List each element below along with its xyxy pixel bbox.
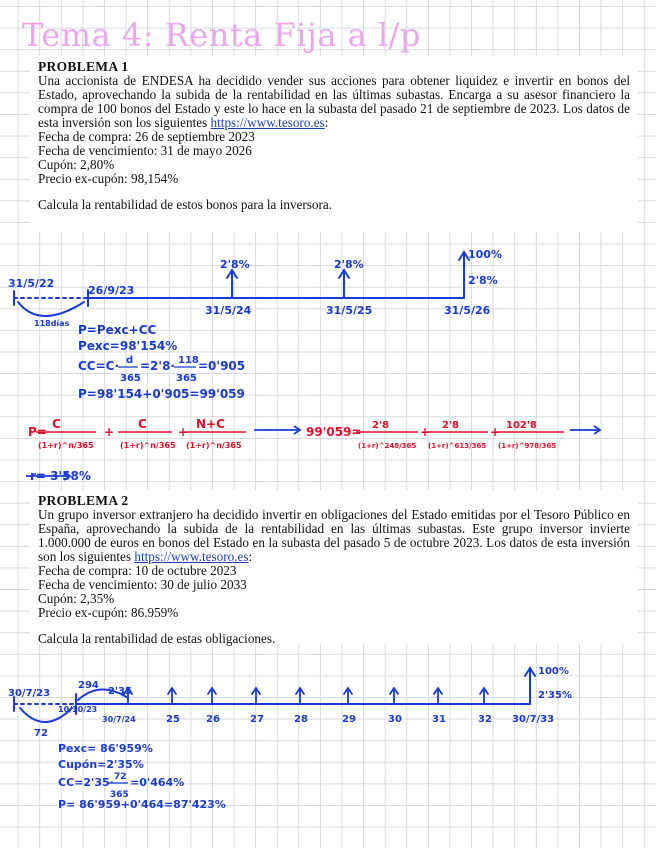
- purchase-date: Fecha de compra: 10 de octubre 2023: [38, 563, 237, 578]
- problem-1-statement: Una accionista de ENDESA ha decidido vender sus acciones para obtener liquidez e invertir en bonos del Estado, aprovechando la subida de la rentabilidad en las últimas subastas. Encarga a su asesor financiero la compra de 100 bonos del Estado y este lo hace en la subasta del pasado 21 de septiembre de 2023. Los datos de esta inversión son los siguientes https://www.tesoro.es:: [38, 73, 630, 130]
- svg-text:365: 365: [110, 790, 129, 800]
- date-buy: 10/10/23: [58, 705, 98, 714]
- coupon-label-3: 2'8%: [468, 274, 498, 287]
- principal-label: 100%: [468, 248, 502, 261]
- days-label: 118días: [34, 319, 70, 328]
- svg-text:102'8: 102'8: [506, 420, 537, 431]
- payment-date-3: 31/5/26: [444, 304, 491, 317]
- svg-text:+: +: [420, 425, 431, 439]
- year-9: 32: [478, 714, 492, 725]
- svg-text:C: C: [52, 417, 61, 431]
- date-start: 31/5/22: [8, 277, 55, 290]
- svg-text:CC=2'35·: CC=2'35·: [58, 776, 114, 789]
- svg-text:2'8: 2'8: [372, 420, 389, 431]
- svg-text:(1+r)^978/365: (1+r)^978/365: [498, 442, 557, 450]
- p-sum: P=98'154+0'905=99'059: [78, 387, 245, 401]
- year-7: 30: [388, 714, 402, 725]
- ex-coupon-price: Precio ex-cupón: 98,154%: [38, 171, 179, 186]
- cc-formula: [58, 772, 184, 800]
- svg-text:N+C: N+C: [196, 417, 225, 431]
- year-10: 30/7/33: [512, 714, 555, 725]
- year-1: 30/7/24: [102, 715, 136, 724]
- year-8: 31: [432, 714, 446, 725]
- maturity-date: Fecha de vencimiento: 31 de mayo 2026: [38, 143, 252, 158]
- purchase-date: Fecha de compra: 26 de septiembre 2023: [38, 129, 255, 144]
- ex-coupon-price: Precio ex-cupón: 86.959%: [38, 605, 179, 620]
- formula-p: P=Pexc+CC: [78, 323, 157, 337]
- result-r: r= 3'58%: [30, 469, 91, 483]
- pexc-value: Pexc= 86'959%: [58, 742, 153, 755]
- svg-text:(1+r)^613/365: (1+r)^613/365: [428, 442, 487, 450]
- year-2: 25: [166, 714, 180, 725]
- coupon-rate: Cupón: 2,80%: [38, 157, 115, 172]
- year-5: 28: [294, 714, 308, 725]
- p-sum: P= 86'959+0'464=87'423%: [58, 798, 226, 811]
- svg-text:P=: P=: [28, 425, 47, 439]
- coupon-label-1: 2'8%: [220, 258, 250, 271]
- payment-date-2: 31/5/25: [326, 304, 373, 317]
- maturity-date: Fecha de vencimiento: 30 de julio 2033: [38, 577, 247, 592]
- svg-text:=0'464%: =0'464%: [130, 776, 185, 789]
- problem-2-statement: Un grupo inversor extranjero ha decidido invertir en obligaciones del Estado emitidas por el Tesoro Público en España, aprovechando la subida de la rentabilidad en las últimas subastas. Este grupo inversor invierte 1.000.000 de euros en bonos del Estado en la subasta del pasado 5 de octubre 2023. Los datos de esta inversión son los siguientes https://www.tesoro.es:: [38, 507, 630, 564]
- svg-text:C: C: [138, 417, 147, 431]
- svg-text:(1+r)^n/365: (1+r)^n/365: [186, 441, 242, 450]
- svg-text:118: 118: [178, 355, 199, 366]
- problem-2-question: Calcula la rentabilidad de estas obligaciones.: [38, 631, 276, 646]
- svg-text:(1+r)^n/365: (1+r)^n/365: [38, 441, 94, 450]
- coupon-rate: Cupón: 2,35%: [38, 591, 115, 606]
- coupon-arrows: [124, 688, 488, 704]
- date-buy: 26/9/23: [88, 284, 135, 297]
- coupon-label-2: 2'8%: [334, 258, 364, 271]
- date-start: 30/7/23: [8, 688, 51, 699]
- days-before: 72: [34, 728, 48, 739]
- page-title: Tema 4: Renta Fija a l/p: [22, 16, 421, 54]
- svg-text:72: 72: [114, 772, 127, 782]
- svg-text:2'8: 2'8: [442, 420, 459, 431]
- svg-text:365: 365: [176, 373, 197, 384]
- svg-text:365: 365: [120, 373, 141, 384]
- tesoro-link[interactable]: https://www.tesoro.es: [210, 115, 325, 130]
- problem-2-heading: PROBLEMA 2: [38, 493, 129, 508]
- days-after: 294: [78, 680, 99, 691]
- svg-text:(1+r)^n/365: (1+r)^n/365: [120, 441, 176, 450]
- tesoro-link[interactable]: https://www.tesoro.es: [134, 549, 249, 564]
- svg-text:CC=C·: CC=C·: [78, 359, 120, 373]
- year-6: 29: [342, 714, 356, 725]
- year-4: 27: [250, 714, 264, 725]
- pexc-value: Pexc=98'154%: [78, 339, 178, 353]
- principal-label: 100%: [538, 666, 569, 677]
- coupon-last: 2'35%: [538, 690, 572, 701]
- svg-text:+: +: [104, 425, 115, 439]
- svg-text:=2'8·: =2'8·: [140, 359, 175, 373]
- svg-text:99'059=: 99'059=: [306, 425, 362, 439]
- svg-text:=0'905: =0'905: [198, 359, 246, 373]
- svg-text:(1+r)^248/365: (1+r)^248/365: [358, 442, 417, 450]
- problem-1-question: Calcula la rentabilidad de estos bonos para la inversora.: [38, 197, 333, 212]
- problem-1-heading: PROBLEMA 1: [38, 59, 129, 74]
- cupon-value: Cupón=2'35%: [58, 758, 144, 771]
- svg-text:+: +: [490, 425, 501, 439]
- payment-date-1: 31/5/24: [205, 304, 252, 317]
- svg-text:+: +: [178, 425, 189, 439]
- coupon-label: 2'35: [108, 686, 132, 697]
- year-3: 26: [206, 714, 220, 725]
- svg-text:d: d: [126, 355, 134, 366]
